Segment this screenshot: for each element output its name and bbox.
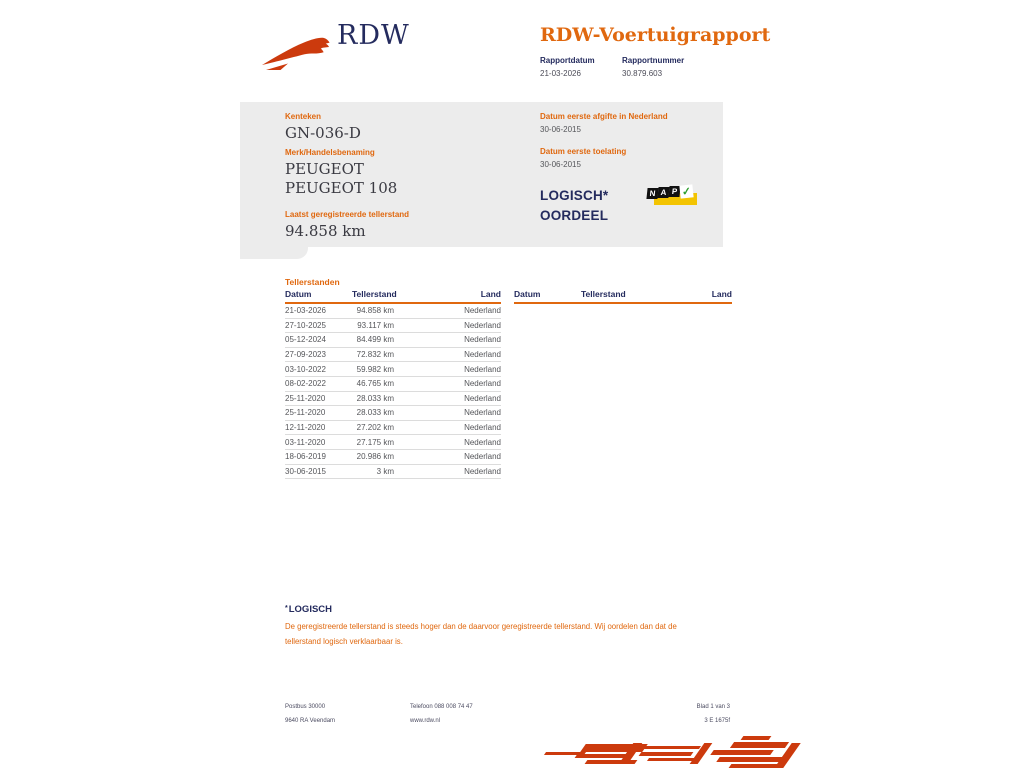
cell-tellerstand: 3 km — [376, 466, 394, 476]
footer-contact — [410, 700, 473, 728]
report-number-group — [622, 56, 684, 78]
table-header — [285, 289, 501, 304]
tellerstand-label: Laatst geregistreerde tellerstand — [285, 210, 410, 219]
footer-doc-code: 3 E 1675f — [704, 718, 730, 724]
footer-page-number: Blad 1 van 3 — [696, 704, 730, 710]
cell-land: Nederland — [464, 335, 501, 345]
document-title: RDW-Voertuigrapport — [540, 24, 771, 46]
rdw-logo-wing-icon — [260, 28, 332, 72]
verdict-text — [540, 186, 608, 226]
table-row — [285, 421, 501, 436]
cell-land: Nederland — [464, 320, 501, 330]
cell-tellerstand: 20.986 km — [356, 452, 394, 462]
report-date-value: 21-03-2026 — [540, 69, 581, 78]
kenteken-value: GN-036-D — [285, 124, 361, 142]
col-header-datum: Datum — [514, 289, 541, 299]
meter-table-right — [514, 289, 732, 304]
table-header — [514, 289, 732, 304]
cell-datum: 03-10-2022 — [285, 364, 326, 374]
cell-land: Nederland — [464, 466, 501, 476]
footer-address-line2: 9640 RA Veendam — [285, 718, 336, 724]
cell-land: Nederland — [464, 437, 501, 447]
cell-datum: 12-11-2020 — [285, 423, 326, 433]
tellerstand-value: 94.858 km — [285, 222, 366, 240]
cell-datum: 27-10-2025 — [285, 320, 326, 330]
footer-paging — [640, 700, 730, 728]
afgifte-label: Datum eerste afgifte in Nederland — [540, 112, 668, 121]
afgifte-value: 30-06-2015 — [540, 125, 581, 134]
report-date-label: Rapportdatum — [540, 56, 595, 65]
cell-land: Nederland — [464, 350, 501, 360]
summary-box-tab — [240, 246, 308, 259]
cell-tellerstand: 72.832 km — [356, 350, 394, 360]
toelating-label: Datum eerste toelating — [540, 147, 627, 156]
nap-check-icon: ✓ — [681, 185, 692, 199]
cell-tellerstand: 46.765 km — [356, 379, 394, 389]
kenteken-label: Kenteken — [285, 112, 322, 121]
rdw-logo-text: RDW — [337, 20, 410, 51]
note-body: De geregistreerde tellerstand is steeds hoger dan de daarvoor geregistreerde tellerstand. Wij oordelen dan dat de tellerstand logisch verklaarbaar is. — [285, 622, 677, 646]
cell-tellerstand: 27.175 km — [356, 437, 394, 447]
cell-datum: 05-12-2024 — [285, 335, 326, 345]
cell-land: Nederland — [464, 379, 501, 389]
note-star: * — [285, 605, 288, 612]
col-header-datum: Datum — [285, 289, 312, 299]
cell-datum: 27-09-2023 — [285, 350, 326, 360]
cell-tellerstand: 28.033 km — [356, 408, 394, 418]
cell-tellerstand: 94.858 km — [356, 306, 394, 316]
cell-datum: 03-11-2020 — [285, 437, 326, 447]
toelating-value: 30-06-2015 — [540, 160, 581, 169]
footer-address-line1: Postbus 30000 — [285, 704, 326, 710]
cell-land: Nederland — [464, 364, 501, 374]
cell-tellerstand: 27.202 km — [356, 423, 394, 433]
note-title — [285, 604, 332, 615]
footer-website: www.rdw.nl — [410, 718, 441, 724]
col-header-tellerstand: Tellerstand — [581, 289, 626, 299]
table-row — [285, 348, 501, 363]
nap-letter-n: N — [646, 188, 658, 199]
cell-datum: 21-03-2026 — [285, 306, 326, 316]
cell-tellerstand: 59.982 km — [356, 364, 394, 374]
footer-phone: Telefoon 088 008 74 47 — [410, 704, 473, 710]
tellerstanden-section-title: Tellerstanden — [285, 277, 340, 287]
verdict-line2: OORDEEL — [540, 208, 609, 223]
table-row — [285, 304, 501, 319]
col-header-land: Land — [711, 289, 732, 299]
cell-land: Nederland — [464, 393, 501, 403]
cell-datum: 25-11-2020 — [285, 393, 326, 403]
cell-datum: 08-02-2022 — [285, 379, 326, 389]
verdict-line1: LOGISCH* — [540, 188, 609, 203]
table-row — [285, 392, 501, 407]
report-number-value: 30.879.603 — [622, 69, 663, 78]
rdw-stripes-graphic-icon — [540, 735, 792, 768]
note-title-text: LOGISCH — [288, 604, 333, 615]
nap-letter-a: A — [657, 187, 669, 198]
col-header-land: Land — [480, 289, 501, 299]
table-row — [285, 465, 501, 480]
table-row — [285, 333, 501, 348]
cell-tellerstand: 28.033 km — [356, 393, 394, 403]
cell-land: Nederland — [464, 306, 501, 316]
cell-land: Nederland — [464, 452, 501, 462]
report-date-group — [540, 56, 598, 78]
table-row — [285, 362, 501, 377]
cell-datum: 25-11-2020 — [285, 408, 326, 418]
report-meta — [540, 56, 684, 78]
table-row — [285, 377, 501, 392]
nap-logo — [647, 184, 701, 209]
report-number-label: Rapportnummer — [622, 56, 685, 65]
nap-letter-p: P — [668, 186, 680, 197]
cell-datum: 30-06-2015 — [285, 466, 326, 476]
merk-value: PEUGEOT PEUGEOT 108 — [285, 160, 398, 197]
merk-label: Merk/Handelsbenaming — [285, 148, 375, 157]
table-row — [285, 406, 501, 421]
table-row — [285, 435, 501, 450]
cell-land: Nederland — [464, 423, 501, 433]
cell-tellerstand: 93.117 km — [357, 320, 394, 330]
cell-tellerstand: 84.499 km — [356, 335, 394, 345]
meter-table-body — [285, 304, 501, 479]
table-row — [285, 319, 501, 334]
footer-address — [285, 700, 335, 728]
meter-table-left — [285, 289, 501, 479]
cell-land: Nederland — [464, 408, 501, 418]
table-row — [285, 450, 501, 465]
cell-datum: 18-06-2019 — [285, 452, 326, 462]
col-header-tellerstand: Tellerstand — [352, 289, 397, 299]
